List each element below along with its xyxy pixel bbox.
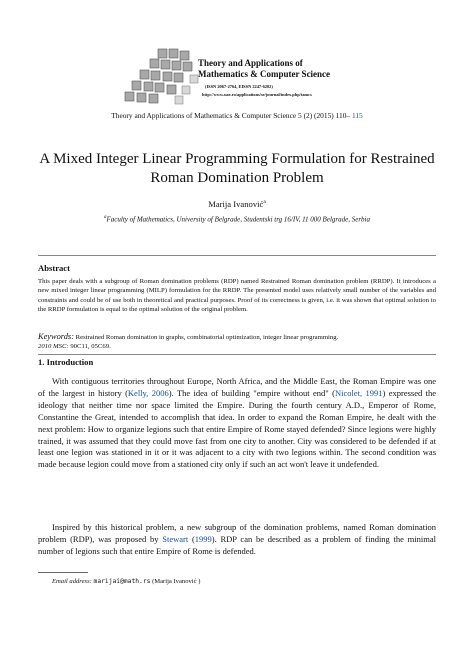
- abstract-bottom-rule: [38, 354, 436, 355]
- footnote-email[interactable]: marijai@math.rs: [93, 578, 151, 585]
- citation-text: Theory and Applications of Mathematics & Computer Science 5 (2) (2015) 110–: [111, 111, 352, 120]
- footnote: [52, 578, 200, 585]
- journal-logo: [120, 45, 200, 105]
- msc-label: 2010 MSC:: [38, 343, 69, 351]
- journal-issn: (ISSN 2067-2764, EISSN 2247-6202): [205, 84, 273, 89]
- cite-stewart-year[interactable]: 1999: [194, 533, 212, 544]
- paper-affiliation: [0, 215, 474, 223]
- paper-title-line2: Roman Domination Problem: [150, 170, 324, 186]
- journal-name-line2: Mathematics & Computer Science: [198, 69, 331, 79]
- cite-kelly[interactable]: Kelly, 2006: [127, 387, 169, 398]
- journal-name: [198, 58, 358, 80]
- section-heading-introduction: 1. Introduction: [38, 357, 94, 367]
- affiliation-superscript: a: [104, 215, 107, 220]
- journal-url[interactable]: http://www.uav.ro/applications/se/journal/index.php/tamcs: [202, 92, 312, 97]
- author-superscript: a: [263, 199, 266, 206]
- paper-title: [0, 150, 474, 188]
- paper-title-line1: A Mixed Integer Linear Programming Formulation for Restrained: [39, 151, 435, 167]
- footnote-name: (Marija Ivanović ): [152, 578, 201, 585]
- abstract-top-rule: [38, 255, 436, 256]
- abstract-heading: Abstract: [38, 263, 70, 273]
- journal-name-line1: Theory and Applications of: [198, 58, 303, 68]
- journal-citation: [0, 111, 474, 120]
- footnote-rule: [38, 572, 88, 573]
- affiliation-text: Faculty of Mathematics, University of Belgrade, Studentski trg 16/IV, 11 000 Belgrade, Serbia: [106, 215, 370, 224]
- intro-paragraph-1: With contiguous territories throughout Europe, North Africa, and the Middle East, the Roman Empire was one of the largest in history (Kelly, 2006). The idea of building "empire without end" (Nicolet, 1991) expressed the ideology that neither time nor space limited the Empire. During the fourth century A.D., Emperor of Rome, Constantine the Great, intended to accomplish that idea. In order to expand the Roman Empire, he dealt with the next problem: How to organize legions such that entire Empire of Rome stayed defended? Since legions were highly trained, it was assumed that they could move fast from one city to another. City was considered to be defended if at least one legion was stationed in it or it was adjacent to a city with two legions within. The second condition was made because legion could move from a stationed city only if such an act won't leave it undefended.: [38, 376, 437, 470]
- keywords-block: [38, 332, 436, 352]
- citation-page-link[interactable]: 115: [351, 111, 363, 120]
- footnote-email-label: Email address:: [52, 578, 92, 585]
- paper-author: [0, 199, 474, 209]
- cite-nicolet[interactable]: Nicolet, 1991: [334, 387, 383, 398]
- keywords-text: Restrained Roman domination in graphs, combinatorial optimization, integer linear programming.: [75, 334, 339, 341]
- cube-grid-icon: [120, 45, 200, 105]
- abstract-text: This paper deals with a subgroup of Roman domination problems (RDP) named Restrained Roman domination problem (RRDP). It introduces a new mixed integer linear programming (MILP) formulation for the RRDP. The presented model uses relatively small number of the variables and constraints and could be of use both in theoretical and practical purposes. Proof of its correctness is given, i.e. it was shown that optimal solution to the RRDP formulation is equal to the optimal solution of the original problem.: [38, 278, 436, 314]
- cite-stewart[interactable]: Stewart: [162, 533, 189, 544]
- msc-codes: 90C11, 05C69.: [70, 343, 111, 351]
- author-name: Marija Ivanović: [208, 199, 264, 209]
- keywords-label: Keywords:: [38, 332, 74, 341]
- intro-paragraph-2: Inspired by this historical problem, a new subgroup of the domination problems, named Roman domination problem (RDP), was proposed by Stewart (1999). RDP can be described as a problem of finding the minimal number of legions such that entire Empire of Rome is defended.: [38, 522, 437, 556]
